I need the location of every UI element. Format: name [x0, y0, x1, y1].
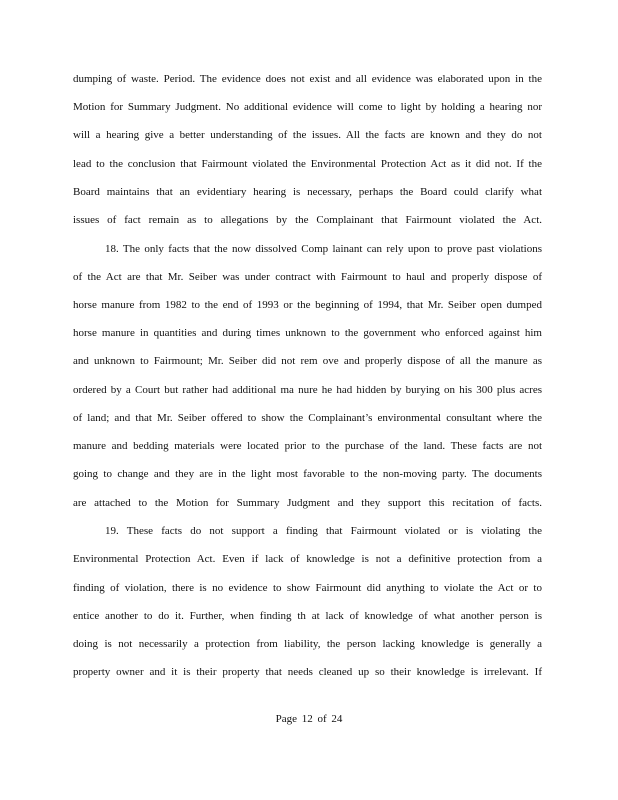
page-number-footer: Page 12 of 24 — [275, 713, 343, 725]
text-line: dumping of waste. Period. The evidence does not exist and all evidence was elaborated upon in the — [73, 73, 542, 85]
text-line: and unknown to Fairmount; Mr. Seiber did not rem ove and properly dispose of all the manure as — [73, 355, 542, 367]
text-line: will a hearing give a better understanding of the issues. All the facts are known and they do not — [73, 129, 542, 141]
text-line: ordered by a Court but rather had additional ma nure he had hidden by burying on his 300 plus acres — [73, 384, 542, 396]
text-line: manure and bedding materials were located prior to the purchase of the land. These facts are not — [73, 440, 542, 452]
text-line: issues of fact remain as to allegations by the Complainant that Fairmount violated the Act. — [73, 214, 542, 226]
text-line: property owner and it is their property that needs cleaned up so their knowledge is irrelevant. If — [73, 666, 542, 678]
text-line: of the Act are that Mr. Seiber was under contract with Fairmount to haul and properly dispose of — [73, 271, 542, 283]
text-line: Motion for Summary Judgment. No additional evidence will come to light by holding a hearing nor — [73, 101, 542, 113]
text-line: horse manure from 1982 to the end of 1993 or the beginning of 1994, that Mr. Seiber open dumped — [73, 299, 542, 311]
text-line: doing is not necessarily a protection from liability, the person lacking knowledge is generally a — [73, 638, 542, 650]
text-line: Board maintains that an evidentiary hearing is necessary, perhaps the Board could clarify what — [73, 186, 542, 198]
text-line: Environmental Protection Act. Even if lack of knowledge is not a definitive protection from a — [73, 553, 542, 565]
text-line: going to change and they are in the light most favorable to the non-moving party. The documents — [73, 468, 542, 480]
text-line: entice another to do it. Further, when finding th at lack of knowledge of what another person is — [73, 610, 542, 622]
text-line: lead to the conclusion that Fairmount violated the Environmental Protection Act as it did not. If the — [73, 158, 542, 170]
paragraph-19-first-line: 19. These facts do not support a finding that Fairmount violated or is violating the — [105, 525, 542, 537]
text-line: finding of violation, there is no evidence to show Fairmount did anything to violate the Act or to — [73, 582, 542, 594]
text-line: are attached to the Motion for Summary Judgment and they support this recitation of facts. — [73, 497, 542, 509]
text-line: of land; and that Mr. Seiber offered to show the Complainant’s environmental consultant where the — [73, 412, 542, 424]
paragraph-18-first-line: 18. The only facts that the now dissolved Comp lainant can rely upon to prove past violations — [105, 243, 542, 255]
text-line: horse manure in quantities and during times unknown to the government who enforced against him — [73, 327, 542, 339]
